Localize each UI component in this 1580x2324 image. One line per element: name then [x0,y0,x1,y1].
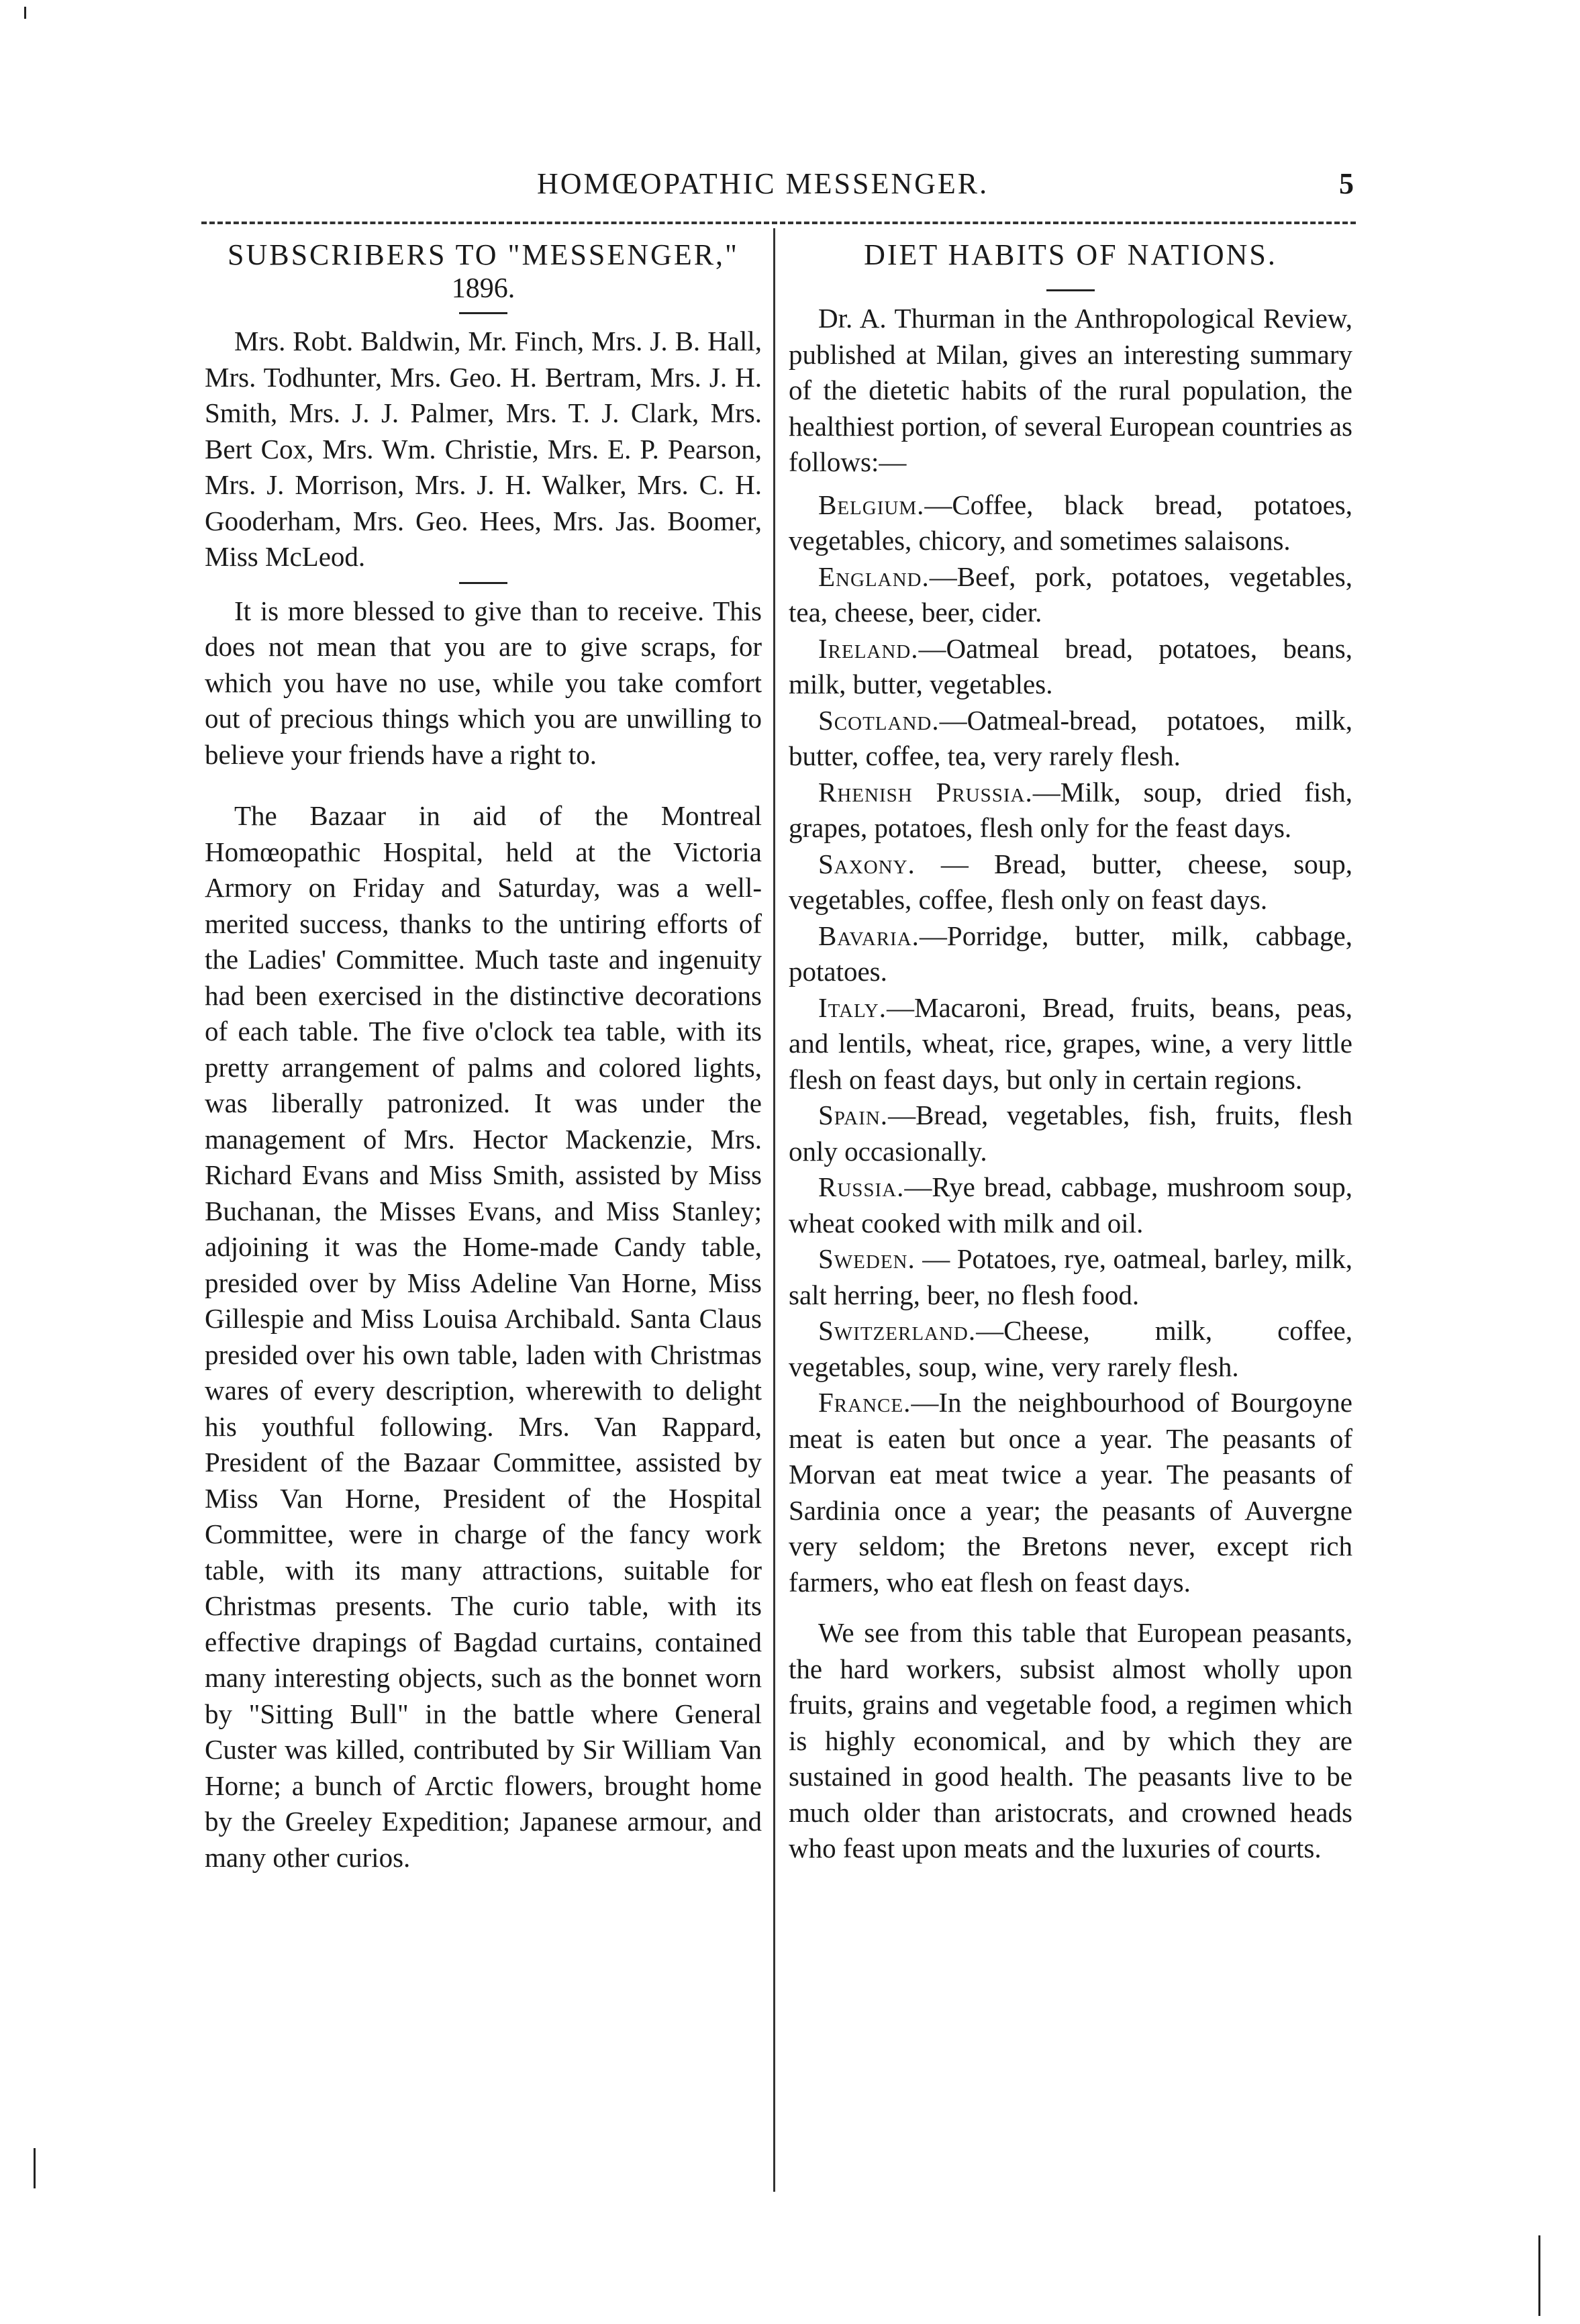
nation-entry [789,918,1352,990]
nation-name: France. [818,1387,911,1418]
nation-diet: —Porridge, butter, milk, cabbage, potatoes. [789,920,1352,987]
nation-entry [789,1098,1352,1169]
page-number: 5 [1339,167,1356,200]
nation-entry [789,775,1352,846]
bazaar-paragraph: The Bazaar in aid of the Montreal Homœopathic Hospital, held at the Victoria Armory on Friday and Saturday, was a well-merited success, thanks to the untiring efforts of the Ladies' Committee. Much taste and ingenuity had been exercised in the distinctive decorations of each table. The five o'clock tea table, with its pretty arrangement of palms and colored lights, was liberally patronized. It was under the management of Mrs. Hector Mackenzie, Mrs. Richard Evans and Miss Smith, assisted by Miss Buchanan, the Misses Evans, and Miss Stanley; adjoining it was the Home-made Candy table, presided over by Miss Adeline Van Horne, Miss Gillespie and Miss Louisa Archibald. Santa Claus presided over his own table, laden with Christmas wares of every description, wherewith to delight his youthful following. Mrs. Van Rappard, President of the Bazaar Committee, assisted by Miss Van Horne, President of the Hospital Committee, were in charge of the fancy work table, with its many attractions, suitable for Christmas presents. The curio table, with its effective drapings of Bagdad curtains, contained many interesting objects, such as the bonnet worn by "Sitting Bull" in the battle where General Custer was killed, contributed by Sir William Van Horne; a bunch of Arctic flowers, brought home by the Greeley Expedition; Japanese armour, and many other curios. [205,800,762,1873]
nation-name: Belgium. [818,489,925,520]
header-rule [201,222,1356,224]
nation-name: Switzerland. [818,1315,977,1346]
nation-diet: —In the neighbourhood of Bourgoyne meat is eaten but once a year. The peasants of Morvan eat meat twice a year. The peasants of Sardinia once a year; the peasants of Auvergne very seldom; the Bretons never, except rich farmers, who eat flesh on feast days. [789,1387,1352,1598]
nation-name: Spain. [818,1100,889,1130]
nation-entry [789,1385,1352,1600]
scan-mark-top-left [24,7,26,19]
nation-entry [789,1241,1352,1313]
nation-name: Rhenish Prussia. [818,776,1033,808]
nation-list [789,487,1352,1601]
section-rule [459,582,507,584]
diet-intro: Dr. A. Thurman in the Anthropological Review, published at Milan, gives an interesting summary of the dietetic habits of the rural population, the healthiest portion, of several European countries as follows:— [789,303,1352,477]
nation-entry [789,631,1352,703]
nation-name: Scotland. [818,704,940,736]
nation-name: England. [818,561,930,592]
nation-diet: — Bread, butter, cheese, soup, vegetables, coffee, flesh only on feast days. [789,848,1352,915]
nation-name: Sweden. [818,1243,916,1274]
subscribers-year: 1896. [451,273,515,304]
nation-diet: — Potatoes, rye, oatmeal, barley, milk, salt herring, beer, no flesh food. [789,1243,1352,1310]
nation-name: Bavaria. [818,920,920,951]
nation-diet: —Macaroni, Bread, fruits, beans, peas, and lentils, wheat, rice, grapes, wine, a very little flesh on feast days, but only in certain regions. [789,991,1352,1095]
nation-diet: —Oatmeal bread, potatoes, beans, milk, butter, vegetables. [789,632,1352,699]
blessed-paragraph: It is more blessed to give than to receive. This does not mean that you are to give scraps, for which you have no use, while you take comfort out of precious things which you are unwilling to believe your friends have a right to. [205,595,762,770]
nation-entry [789,1169,1352,1241]
nation-diet: —Bread, vegetables, fish, fruits, flesh only occasionally. [789,1100,1352,1167]
nation-name: Saxony. [818,848,916,879]
nation-diet: —Beef, pork, potatoes, vegetables, tea, cheese, beer, cider. [789,561,1352,628]
section-rule [459,312,507,314]
column-divider [773,228,775,2192]
nation-diet: —Milk, soup, dried fish, grapes, potatoes, flesh only for the feast days. [789,776,1352,843]
nation-diet: —Cheese, milk, coffee, vegetables, soup, wine, very rarely flesh. [789,1315,1352,1382]
nation-entry [789,846,1352,918]
paragraph-gap [205,773,762,798]
nation-entry [789,703,1352,775]
nation-diet: —Oatmeal-bread, potatoes, milk, butter, coffee, tea, very rarely flesh. [789,704,1352,771]
running-head-title: HOMŒOPATHIC MESSENGER. [537,167,989,200]
scan-mark-margin-left [34,2148,36,2188]
nation-entry [789,487,1352,559]
section-rule [1046,289,1095,291]
subscribers-heading: SUBSCRIBERS TO "MESSENGER," [227,238,740,271]
paragraph-gap [789,1600,1352,1615]
left-column [205,238,762,1876]
right-column [789,238,1352,1867]
nation-entry [789,559,1352,631]
nation-name: Ireland. [818,632,919,664]
nation-name: Russia. [818,1171,905,1202]
subscriber-list: Mrs. Robt. Baldwin, Mr. Finch, Mrs. J. B. Hall, Mrs. Todhunter, Mrs. Geo. H. Bertram, Mrs. J. H. Smith, Mrs. J. J. Palmer, Mrs. T. J. Clark, Mrs. Bert Cox, Mrs. Wm. Christie, Mrs. E. P. Pearson, Mrs. J. Morrison, Mrs. J. H. Walker, Mrs. C. H. Gooderham, Mrs. Geo. Hees, Mrs. Jas. Boomer, Miss McLeod. [205,326,762,572]
diet-heading: DIET HABITS OF NATIONS. [864,238,1277,271]
scan-mark-margin-right [1538,2235,1540,2316]
nation-entry [789,1313,1352,1385]
nation-diet: —Rye bread, cabbage, mushroom soup, wheat cooked with milk and oil. [789,1171,1352,1239]
nation-entry [789,990,1352,1098]
nation-diet: —Coffee, black bread, potatoes, vegetables, chicory, and sometimes salaisons. [789,489,1352,556]
nation-name: Italy. [818,991,887,1023]
diet-conclusion: We see from this table that European peasants, the hard workers, subsist almost wholly upon fruits, grains and vegetable food, a regimen which is highly economical, and by which they are sustained in good health. The peasants live to be much older than aristocrats, and crowned heads who feast upon meats and the luxuries of courts. [789,1617,1352,1863]
